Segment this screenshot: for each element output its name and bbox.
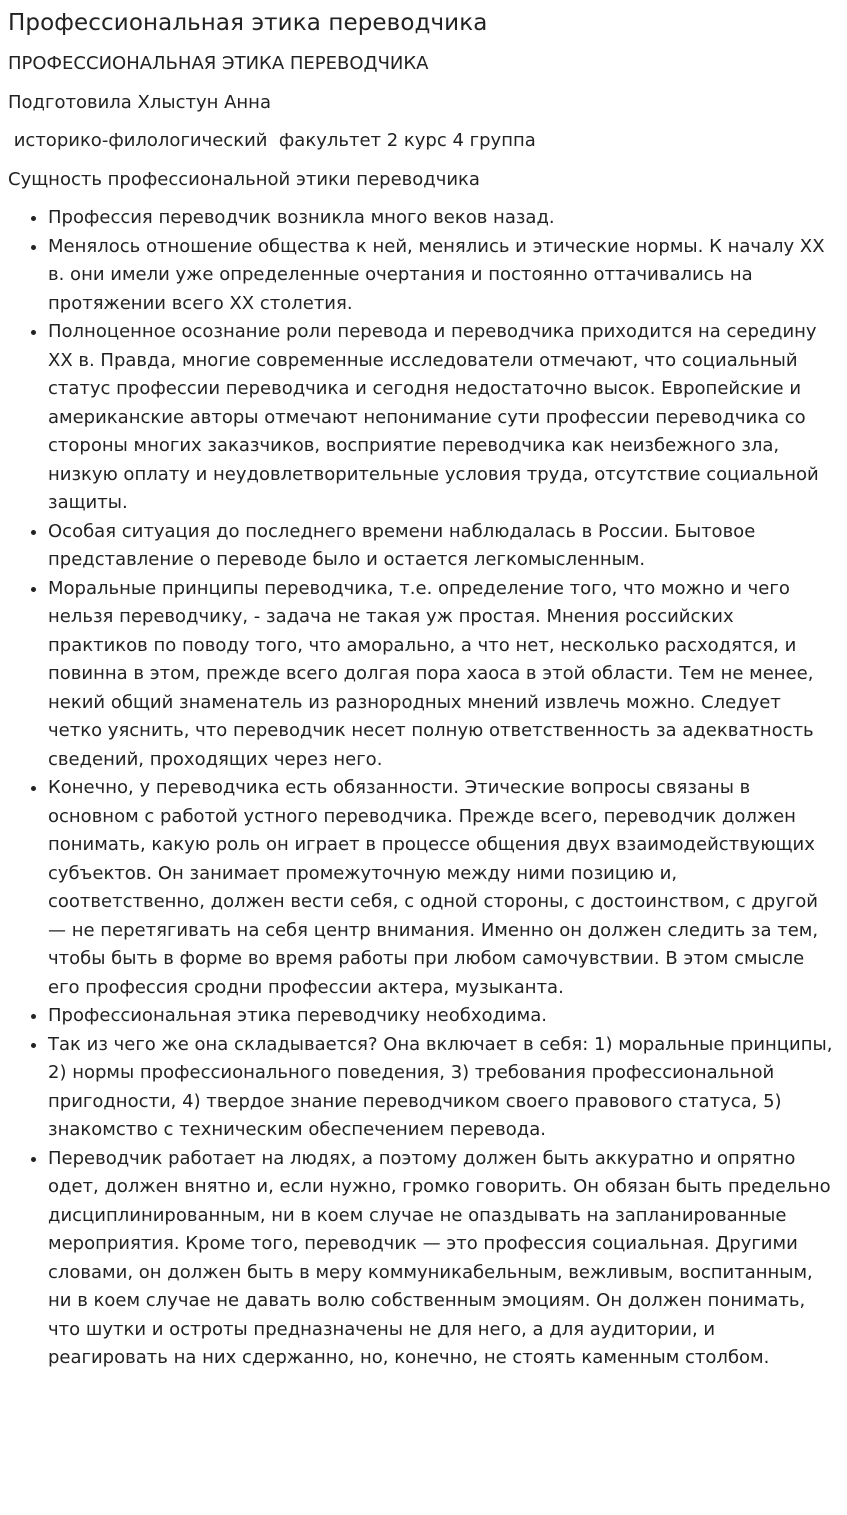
list-item: • Профессия переводчик возникла много веков назад. — [48, 204, 839, 233]
list-item: • Моральные принципы переводчика, т.е. определение того, что можно и чего нельзя переводчику, - задача не такая уж простая. Мнения российских практиков по поводу того, что аморально, а что нет, несколько расходятся, и повинна в этом, прежде всего долгая пора хаоса в этой области. Тем не менее, некий общий знаменатель из разнородных мнений извлечь можно. Следует четко уяснить, что переводчик несет полную ответственность за адекватность сведений, проходящих через него. — [48, 575, 839, 775]
heading-caps: ПРОФЕССИОНАЛЬНАЯ ЭТИКА ПЕРЕВОДЧИКА — [8, 53, 429, 74]
faculty-line: историко-филологический факультет 2 курс 4 группа — [8, 130, 536, 151]
list-item: • Менялось отношение общества к ней, менялись и этические нормы. К началу XX в. они имели уже определенные очертания и постоянно оттачивались на протяжении всего XX столетия. — [48, 233, 839, 319]
list-item: • Особая ситуация до последнего времени наблюдалась в России. Бытовое представление о переводе было и остается легкомысленным. — [48, 518, 839, 575]
list-item: • Профессиональная этика переводчику необходима. — [48, 1002, 839, 1031]
list-item: • Полноценное осознание роли перевода и переводчика приходится на середину XX в. Правда, многие современные исследователи отмечают, что социальный статус профессии переводчика и сегодня недостаточно высок. Европейские и американские авторы отмечают непонимание сути профессии переводчика со стороны многих заказчиков, восприятие переводчика как неизбежного зла, низкую оплату и неудовлетворительные условия труда, отсутствие социальной защиты. — [48, 318, 839, 518]
list-item: • Так из чего же она складывается? Она включает в себя: 1) моральные принципы, 2) нормы профессионального поведения, 3) требования профессиональной пригодности, 4) твердое знание переводчиком своего правового статуса, 5) знакомство с техническим обеспечением перевода. — [48, 1031, 839, 1145]
list-item: • Переводчик работает на людях, а поэтому должен быть аккуратно и опрятно одет, должен внятно и, если нужно, громко говорить. Он обязан быть предельно дисциплинированным, ни в коем случае не опаздывать на запланированные мероприятия. Кроме того, переводчик — это профессия социальная. Другими словами, он должен быть в меру коммуникабельным, вежливым, воспитанным, ни в коем случае не давать волю собственным эмоциям. Он должен понимать, что шутки и остроты предназначены не для него, а для аудитории, и реагировать на них сдержанно, но, конечно, не стоять каменным столбом. — [48, 1145, 839, 1373]
page-title: Профессиональная этика переводчика — [8, 10, 488, 36]
section-title: Сущность профессиональной этики переводчика — [8, 168, 480, 190]
bullet-list — [8, 204, 839, 1373]
author-line: Подготовила Хлыстун Анна — [8, 91, 271, 113]
list-item: • Конечно, у переводчика есть обязанности. Этические вопросы связаны в основном с работой устного переводчика. Прежде всего, переводчик должен понимать, какую роль он играет в процессе общения двух взаимодействующих субъектов. Он занимает промежуточную между ними позицию и, соответственно, должен вести себя, с одной стороны, с достоинством, с другой — не перетягивать на себя центр внимания. Именно он должен следить за тем, чтобы быть в форме во время работы при любом самочувствии. В этом смысле его профессия сродни профессии актера, музыканта. — [48, 774, 839, 1002]
